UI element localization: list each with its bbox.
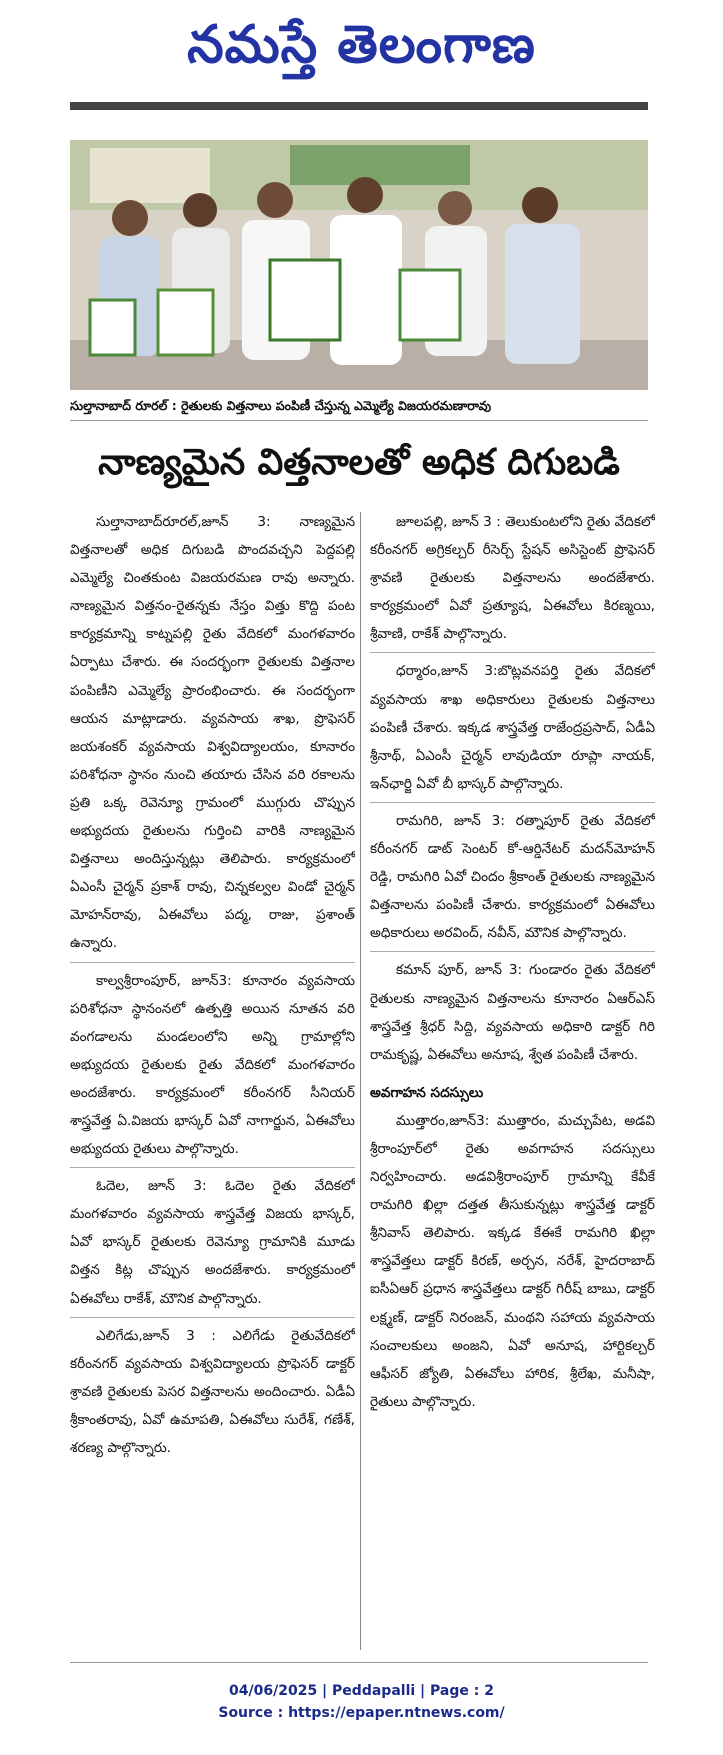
masthead: [0, 0, 723, 100]
article-paragraph: రామగిరి, జూన్ 3: రత్నాపూర్ రైతు వేదికలో కరీంనగర్ డాట్ సెంటర్ కో-ఆర్డినేటర్ మదన్‌మోహన్ రెడ్డి, రామగిరి ఏవో చిందం శ్రీకాంత్ రైతులకు నాణ్యమైన విత్తనాలను పంపిణీ చేశారు. కార్యక్రమంలో ఏఈవోలు అధికారులు అరవింద్, నవీన్, మౌనిక పాల్గొన్నారు.: [370, 802, 655, 947]
column-divider: [360, 512, 361, 1650]
article-paragraph: జూలపల్లి, జూన్ 3 : తెలుకుంటలోని రైతు వేదికలో కరీంనగర్ అగ్రికల్చర్ రీసెర్చ్ స్టేషన్ అసిస్టెంట్ ప్రొఫెసర్ శ్రావణి రైతులకు విత్తనాలను అందజేశారు. కార్యక్రమంలో ఏవో ప్రత్యూష, ఏఈవోలు కిరణ్మయి, శ్రీవాణి, రాకేశ్ పాల్గొన్నారు.: [370, 514, 655, 643]
article-left-column: [70, 508, 355, 1653]
news-photo: [70, 140, 648, 390]
page-footer: [0, 1680, 723, 1724]
masthead-rule: [70, 102, 648, 110]
footer-date-edition: 04/06/2025 | Peddapalli | Page : 2: [229, 1683, 494, 1699]
masthead-title: నమస్తే తెలంగాణ: [187, 14, 536, 75]
article-paragraph: ఓదెల, జూన్ 3: ఓదెల రైతు వేదికలో మంగళవారం వ్యవసాయ శాస్త్రవేత్త విజయ భాస్కర్, ఏవో భాస్కర్ రైతులకు రెవెన్యూ గ్రామానికి మూడు విత్తన కిట్ల చొప్పున అందజేశారు. కార్యక్రమంలో ఏఈవోలు రాకేశ్, మౌనిక పాల్గొన్నారు.: [70, 1167, 355, 1312]
article-headline: నాణ్యమైన విత్తనాలతో అధిక దిగుబడి: [98, 442, 620, 483]
photo-caption: సుల్తానాబాద్ రూరల్ : రైతులకు విత్తనాలు పంపిణీ చేస్తున్న ఎమ్మెల్యే విజయరమణారావు: [70, 392, 648, 421]
article-paragraph: సుల్తానాబాద్‌రూరల్,జూన్ 3: నాణ్యమైన విత్తనాలతో అధిక దిగుబడి పొందవచ్చని పెద్దపల్లి ఎమ్మెల్యే చింతకుంట విజయరమణ రావు అన్నారు. నాణ్యమైన విత్తనం-రైతన్నకు నేస్తం విత్తు కొద్ది పంట కార్యక్రమాన్ని కాట్నపల్లి రైతు వేదికలో మంగళవారం ఏర్పాటు చేశారు. ఈ సందర్భంగా రైతులకు విత్తనాల పంపిణీని ఎమ్మెల్యే ప్రారంభించారు. ఈ సందర్భంగా ఆయన మాట్లాడారు. వ్యవసాయ శాఖ, ప్రొఫెసర్ జయశంకర్ వ్యవసాయ విశ్వవిద్యాలయం, కూనారం పరిశోధనా స్థానం నుంచి తయారు చేసిన వరి రకాలను ప్రతి ఒక్క రెవెన్యూ గ్రామంలో ముగ్గురు చొప్పున అభ్యుదయ రైతులను గుర్తించి వారికి నాణ్యమైన విత్తనాలు అందిస్తున్నట్లు తెలిపారు. కార్యక్రమంలో ఏఎంసీ చైర్మన్ ప్రకాశ్ రావు, చిన్నకల్వల విండో చైర్మన్ మోహన్‌రావు, ఏఈవోలు పద్మ, రాజు, ప్రశాంత్ ఉన్నారు.: [70, 514, 355, 952]
article-paragraph: కమాన్ పూర్, జూన్ 3: గుండారం రైతు వేదికలో రైతులకు నాణ్యమైన విత్తనాలను కూనారం ఏఆర్ఎస్ శాస్త్రవేత్త శ్రీధర్ సిద్ది, వ్యవసాయ అధికారి డాక్టర్ గిరి రామకృష్ణ, ఏఈవోలు అనూష, శ్వేత పంపిణీ చేశారు.: [370, 951, 655, 1068]
article-paragraph: ముత్తారం,జూన్3: ముత్తారం, మచ్చుపేట, అడవి శ్రీరాంపూర్‌లో రైతు అవగాహన సదస్సులు నిర్వహించారు. అడవిశ్రీరాంపూర్ గ్రామాన్ని కేవీకే రామగిరి ఖిల్లా దత్తత తీసుకున్నట్లు శాస్త్రవేత్త డాక్టర్ శ్రీనివాస్ తెలిపారు. ఇక్కడ కేఈకే రామగిరి ఖిల్లా శాస్త్రవేత్తలు డాక్టర్ కిరణ్, అర్చన, నరేశ్, హైదరాబాద్ ఐసీఏఆర్ ప్రధాన శాస్త్రవేత్తలు డాక్టర్ గిరీష్ బాబు, డాక్టర్ లక్ష్మణ్, డాక్టర్ నిరంజన్, మంథని సహాయ వ్యవసాయ సంచాలకులు అంజని, ఏవో అనూష, హార్టికల్చర్ ఆఫీసర్ జ్యోతి, ఏఈవోలు హారిక, శ్రీలేఖ, మనీషా, రైతులు పాల్గొన్నారు.: [370, 1112, 655, 1410]
article-paragraph: ధర్మారం,జూన్ 3:బొట్లవనపర్తి రైతు వేదికలో వ్యవసాయ శాఖ అధికారులు రైతులకు విత్తనాలు పంపిణీ చేశారు. ఇక్కడ శాస్త్రవేత్త రాజేంద్రప్రసాద్, ఏడీఏ శ్రీనాథ్, ఏఎంసీ చైర్మన్ లావుడియా రూప్లా నాయక్, ఇన్‌ఛార్జి ఏవో బీ భాస్కర్ పాల్గొన్నారు.: [370, 652, 655, 797]
photo-illustration: [70, 140, 648, 390]
article-right-column: [370, 508, 655, 1653]
article-subhead: అవగాహన సదస్సులు: [370, 1084, 484, 1101]
footer-source: Source : https://epaper.ntnews.com/: [218, 1705, 505, 1721]
article-paragraph: కాల్వశ్రీరాంపూర్, జూన్3: కూనారం వ్యవసాయ పరిశోధనా స్థానంనలో ఉత్పత్తి అయిన నూతన వరి వంగడాలను మండలంలోని అన్ని గ్రామాల్లోని అభ్యుదయ రైతులకు రైతు వేదికలో మంగళవారం అందజేశారు. కార్యక్రమంలో కరీంనగర్ సీనియర్ శాస్త్రవేత్త ఏ.విజయ భాస్కర్ ఏవో నాగార్జున, ఏఈవోలు అభ్యుదయ రైతులు పాల్గొన్నారు.: [70, 962, 355, 1164]
article-paragraph: ఎలిగేడు,జూన్ 3 : ఎలిగేడు రైతువేదికలో కరీంనగర్ వ్యవసాయ విశ్వవిద్యాలయ ప్రొఫెసర్ డాక్టర్ శ్రావణి రైతులకు పెసర విత్తనాలను అందించారు. ఏడీఏ శ్రీకాంతరావు, ఏవో ఉమాపతి, ఏఈవోలు సురేశ్, గణేశ్, శరణ్య పాల్గొన్నారు.: [70, 1317, 355, 1462]
bottom-rule: [70, 1662, 648, 1663]
